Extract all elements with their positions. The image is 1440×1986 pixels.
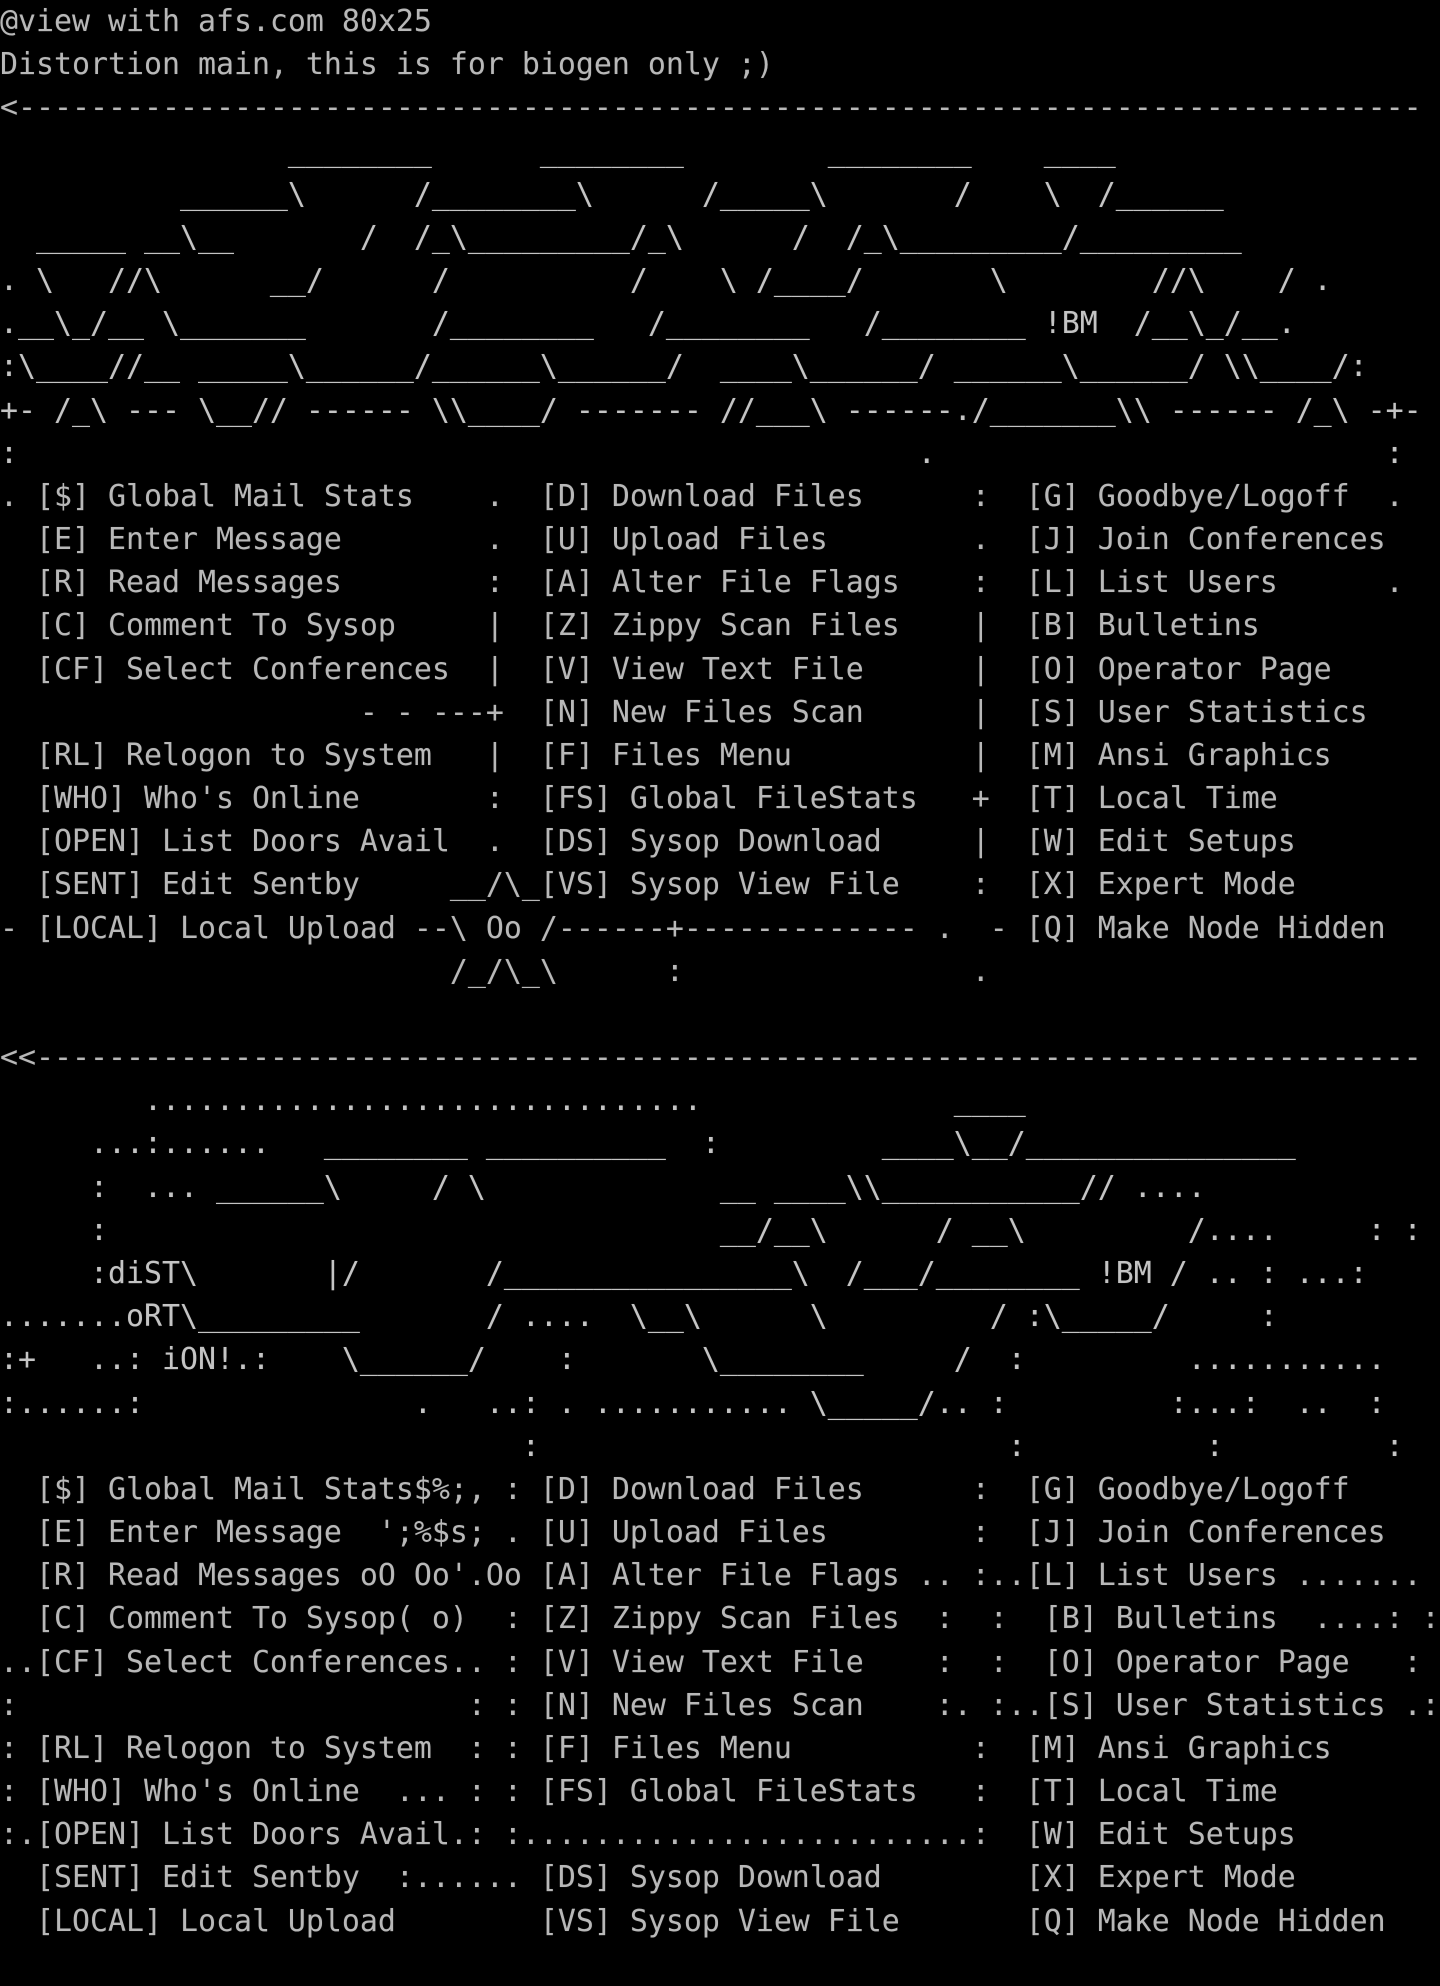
distortion-logo-ansi-top: ________ ________ ________ ____ ______\ /________\ /_____\ / \ /______ _____ __\__ / /_\_________/_\ / /_\_________/_________ . \ //\ __/ / / \ /____/ \ //\ / . .__\_/__ \_______ /________ /________ /________ !BM /__\_/__. :\____//__ _____\______/______\______/ ____\______/ ______\______/ \\____/: +- /_\ --- \__// ------ \\____/ ------- //___\ ------./_______\\ ------ /_\ -+- : . : (0, 133, 1422, 471)
main-menu-grid-top: . [$] Global Mail Stats . [D] Download Files : [G] Goodbye/Logoff . [E] Enter Message . [U] Upload Files . [J] Join Conferences [R] Read Messages : [A] Alter File Flags : [L] List Users . [C] Comment To Sysop | [Z] Zippy Scan Files | [B] Bulletins [CF] Select Conferences | [V] View Text File | [O] Operator Page - - ---+ [N] New Files Scan | [S] User Statistics [RL] Relogon to System | [F] Files Menu | [M] Ansi Graphics [WHO] Who's Online : [FS] Global FileStats + [T] Local Time [OPEN] List Doors Avail . [DS] Sysop Download | [W] Edit Setups [SENT] Edit Sentby __/\_[VS] Sysop View File : [X] Expert Mode - [LOCAL] Local Upload --\ Oo /------+------------- . - [Q] Make Node Hidden /_/\_\ : . (0, 478, 1404, 989)
distortion-logo-ansi-bottom: ............................... ____ ...:...... ________ __________ : ____\__/_______________ : ... ______\ / \ __ ____\\___________// .... : __/__\ / __\ /.... : : :diST\ |/ /________________\ /___/________ !BM / .. : ...: .......oRT\_________ / .... \__\ \ / :\_____/ : :+ ..: iON!.: \______/ : \________ / : ........... :......: . ..: . ........... \_____/.. : :...: .. : : : : : (0, 1083, 1422, 1464)
screen-divider-line: <<----------------------------------------------------------------------------- (0, 1040, 1422, 1076)
main-menu-grid-bottom: [$] Global Mail Stats$%;, : [D] Download Files : [G] Goodbye/Logoff [E] Enter Message ';%$s; . [U] Upload Files : [J] Join Conferences [R] Read Messages oO Oo'.Oo [A] Alter File Flags .. :..[L] List Users ....... [C] Comment To Sysop( o) : [Z] Zippy Scan Files : : [B] Bulletins ....: : ..[CF] Select Conferences.. : [V] View Text File : : [O] Operator Page : : : : [N] New Files Scan :. :..[S] User Statistics .: : [RL] Relogon to System : : [F] Files Menu : [M] Ansi Graphics : [WHO] Who's Online ... : : [FS] Global FileStats : [T] Local Time :.[OPEN] List Doors Avail.: :.........................: [W] Edit Setups [SENT] Edit Sentby :...... [DS] Sysop Download [X] Expert Mode [LOCAL] Local Upload [VS] Sysop View File [Q] Make Node Hidden (0, 1471, 1440, 1939)
viewer-status-and-comment-lines: @view with afs.com 80x25 Distortion main, this is for biogen only ;) <------------------------------------------------------------------------------ (0, 4, 1422, 126)
